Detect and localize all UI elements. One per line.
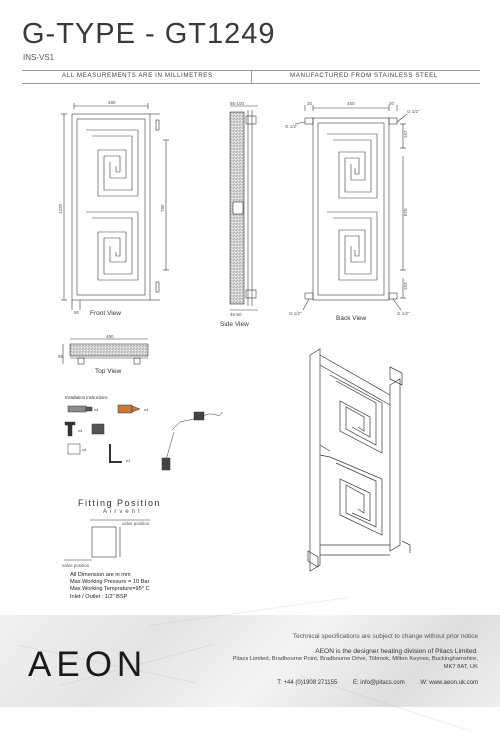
specifications (70, 572, 150, 601)
side-top-dim: 85-100 (230, 101, 245, 106)
spec-dimensions: All Dimension are in mm (70, 572, 131, 578)
top-depth-dim: 65 (58, 354, 64, 359)
qty-caps: x4 (144, 407, 149, 412)
valve-position-left: valve position (62, 563, 90, 568)
email-address[interactable]: E: info@pitacs.com (352, 680, 405, 686)
top-view-caption: Top View (95, 368, 122, 375)
spec-temperature: Max.Working Temprature=95° C (70, 586, 150, 593)
material-note: MANUFACTURED FROM STAINLESS STEEL (290, 72, 438, 79)
back-top-left-dim: 20 (307, 101, 313, 106)
qty-bolts: x4 (94, 407, 99, 412)
front-bottom-dim: 50 (74, 310, 80, 315)
valve-position-top: valve position (122, 521, 150, 526)
installation-title: Installation Instructions (65, 395, 108, 400)
disclaimer: Technical specifications are subject to change without prior notice (292, 633, 478, 640)
back-lower-dim: 153 (403, 282, 408, 290)
fitting-title: Fitting Position (78, 498, 162, 508)
fitting-airvent: Airvent (103, 509, 143, 515)
port-top-right: G 1/2" (407, 109, 420, 114)
back-center-width-dim: 450 (347, 101, 355, 106)
qty-brackets: x4 (78, 428, 83, 433)
top-length-dim: 490 (106, 334, 114, 339)
website-link[interactable]: W: www.aeon.uk.com (420, 680, 478, 686)
info-divider (251, 71, 252, 83)
front-inner-dim: 780 (160, 204, 165, 212)
front-view-caption: Front View (90, 310, 121, 317)
spec-pressure: Max.Working Pressure = 10 Bar (70, 579, 150, 586)
port-bottom-left: G 1/2" (289, 311, 302, 316)
back-view-caption: Back View (336, 315, 367, 322)
qty-covers: x4 (82, 447, 87, 452)
back-top-right-dim: 20 (389, 101, 395, 106)
back-view-drawing (285, 100, 435, 320)
side-view-drawing (218, 100, 268, 320)
isometric-drawing (290, 345, 420, 580)
front-height-dim: 1220 (58, 203, 63, 214)
side-bottom-dim: 45-60 (230, 312, 242, 317)
fitting-diagram (60, 515, 170, 570)
back-middle-dim: 870 (403, 208, 408, 216)
port-top-left: G 1/2" (285, 124, 298, 129)
measurements-note: ALL MEASUREMENTS ARE IN MILLIMETRES (62, 72, 213, 79)
side-view-caption: Side View (220, 321, 249, 328)
port-bottom-right: G 1/2" (397, 311, 410, 316)
spec-inlet: Inlet / Outlet : 1/2" BSP (70, 593, 128, 600)
back-upper-dim: 167 (403, 130, 408, 138)
document-code: INS-VS1 (23, 53, 55, 62)
top-view-drawing (58, 330, 168, 370)
company-statement: AEON is the designer heating division of Pitacs Limited. (315, 648, 478, 655)
phone-number: T: +44 (0)1908 271155 (277, 680, 338, 686)
front-view-drawing (58, 100, 178, 315)
aeon-logo: AEON (28, 645, 148, 684)
contact-line (263, 680, 478, 686)
installation-parts (62, 400, 242, 482)
company-address: Pitacs Limited, Bradbourne Point, Bradbourne Drive, Tilbrook, Milton Keynes, Buckinghamshire, MK7 8AT, UK (232, 656, 478, 670)
front-width-dim: 490 (108, 100, 116, 105)
info-bar (22, 70, 480, 84)
product-title: G-TYPE - GT1249 (22, 18, 276, 50)
qty-key: x1 (126, 458, 131, 463)
